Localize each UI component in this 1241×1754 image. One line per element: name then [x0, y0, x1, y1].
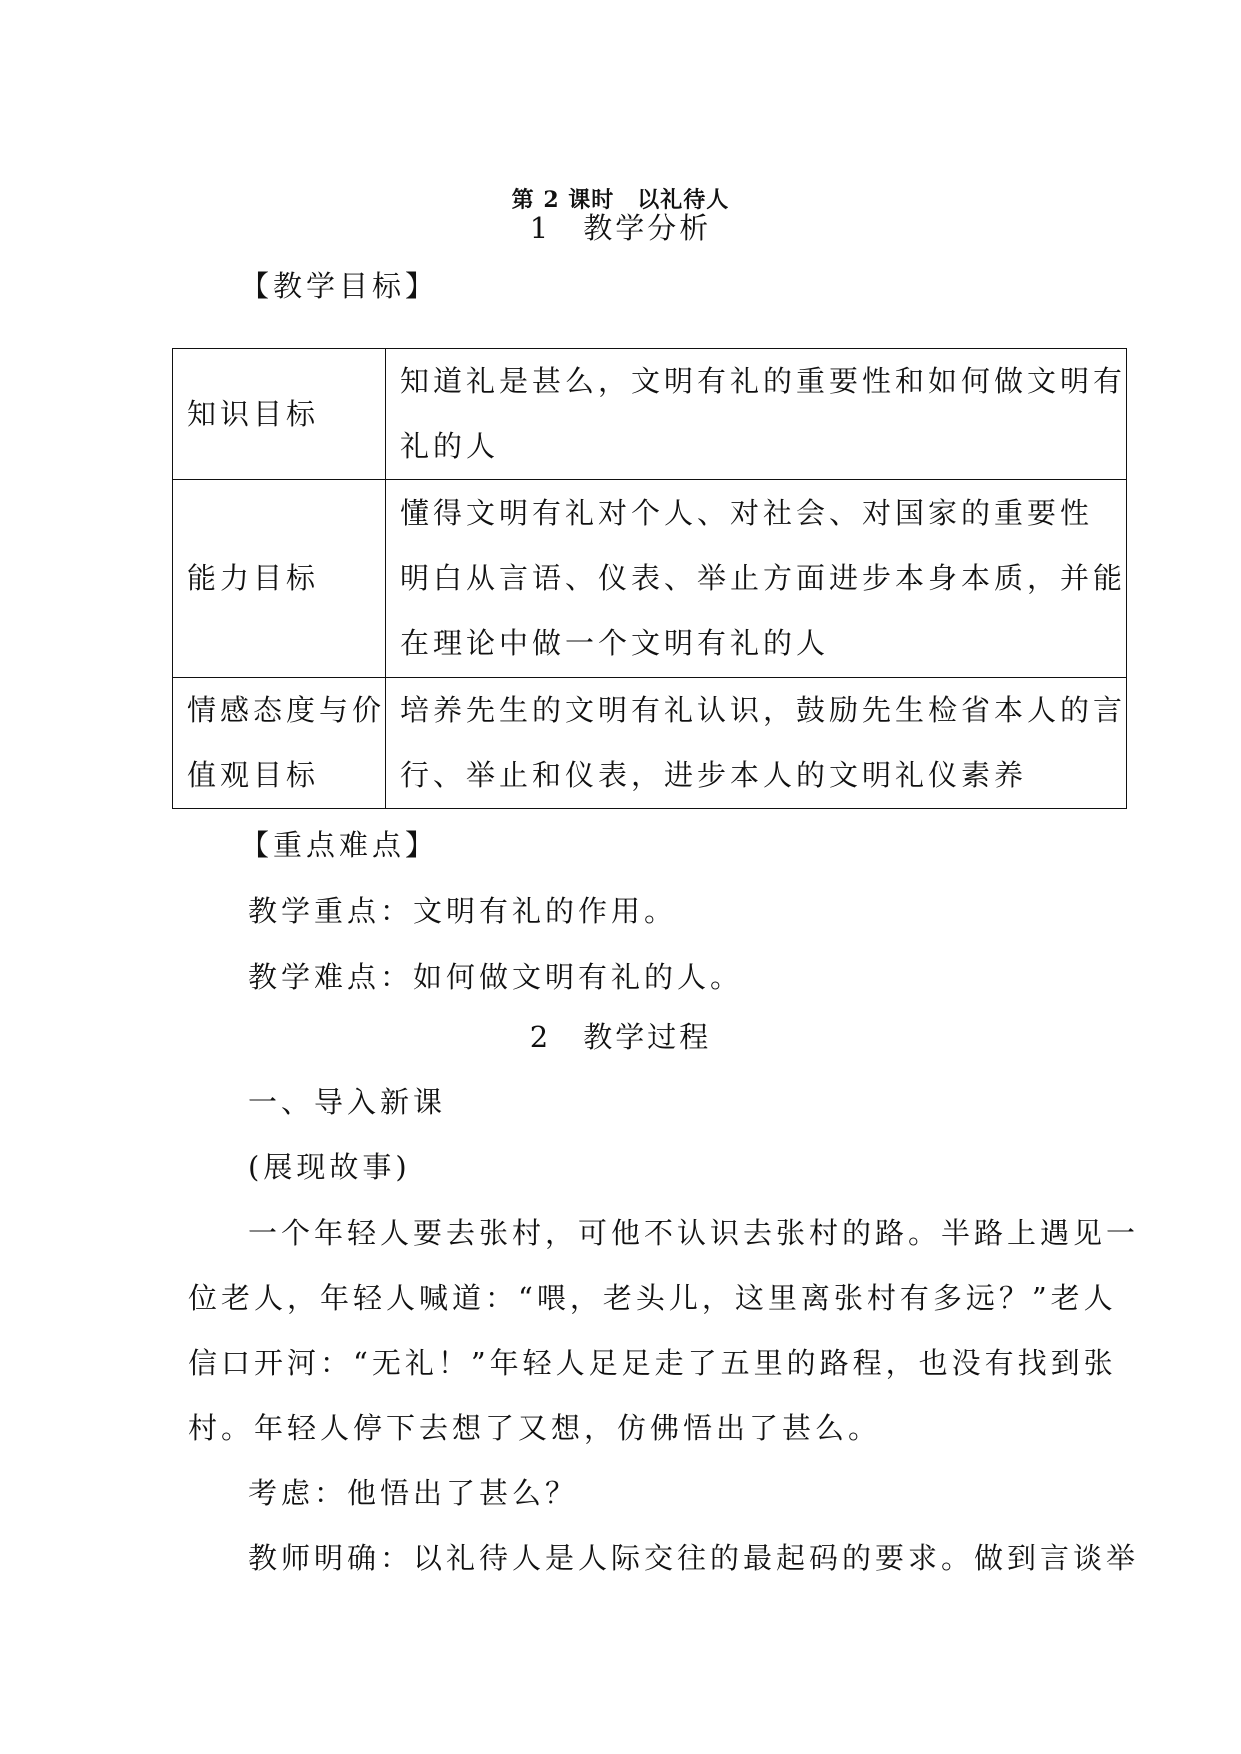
teacher-note: 教师明确：以礼待人是人际交往的最起码的要求。做到言谈举 [248, 1541, 1140, 1575]
key-points-heading: 【重点难点】 [240, 828, 439, 862]
question: 考虑：他悟出了甚么？ [248, 1476, 579, 1510]
content-line: 培养先生的文明有礼认识，鼓励先生检省本人的言 [400, 693, 1127, 727]
content-line: 明白从言语、仪表、举止方面进步本身本质，并能 [400, 561, 1127, 595]
story-line: 位老人，年轻人喊道：“喂，老头儿，这里离张村有多远？”老人 [188, 1281, 1117, 1315]
label-line: 知识目标 [187, 396, 320, 431]
difficult-point: 教学难点：如何做文明有礼的人。 [248, 960, 744, 994]
table-row [173, 480, 1127, 678]
lesson-title: 第 2 课时 以礼待人 [511, 187, 730, 213]
label-line: 能力目标 [187, 561, 320, 595]
label-line: 情感态度与价 [187, 693, 386, 727]
section-heading-analysis: 1 教学分析 [529, 211, 712, 245]
story-line: 信口开河：“无礼！”年轻人足足走了五里的路程，也没有找到张 [188, 1346, 1117, 1380]
objectives-table [172, 348, 1127, 809]
story-line: 一个年轻人要去张村，可他不认识去张村的路。半路上遇见一 [248, 1216, 1140, 1250]
intro-heading: 一、导入新课 [248, 1085, 447, 1119]
objective-label [173, 349, 386, 480]
objective-content [386, 678, 1127, 809]
key-point: 教学重点：文明有礼的作用。 [248, 894, 678, 928]
objective-label [173, 678, 386, 809]
objective-label [173, 480, 386, 678]
objective-content [386, 349, 1127, 480]
content-line: 懂得文明有礼对个人、对社会、对国家的重要性 [400, 496, 1094, 530]
story-line: 村。年轻人停下去想了又想，仿佛悟出了甚么。 [188, 1411, 882, 1445]
table-row [173, 349, 1127, 480]
label-line: 值观目标 [187, 758, 320, 792]
objective-content [386, 480, 1127, 678]
story-note: (展现故事) [248, 1150, 411, 1184]
table-row [173, 678, 1127, 809]
content-line: 行、举止和仪表，进步本人的文明礼仪素养 [400, 758, 1028, 792]
section-heading-process: 2 教学过程 [529, 1020, 712, 1054]
content-line: 在理论中做一个文明有礼的人 [400, 626, 830, 660]
content-line: 知道礼是甚么，文明有礼的重要性和如何做文明有 [400, 364, 1127, 398]
objectives-heading: 【教学目标】 [240, 269, 439, 303]
content-line: 礼的人 [400, 429, 500, 463]
